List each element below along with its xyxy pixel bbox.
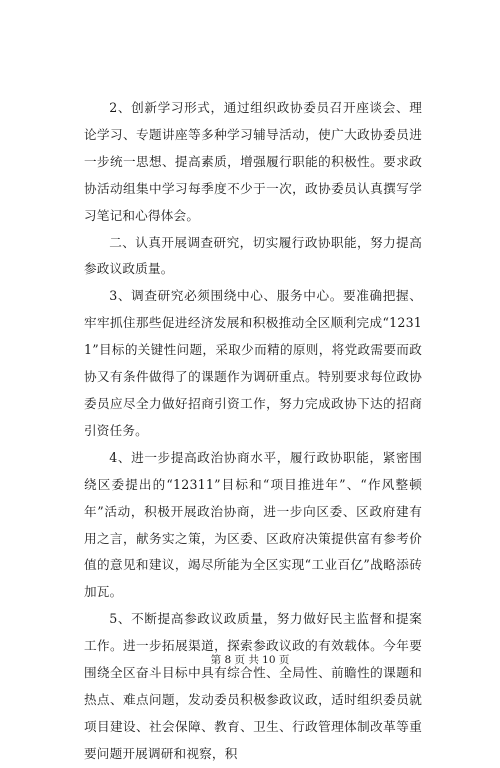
paragraph-participation-quality: 5、不断提高参政议政质量，努力做好民主监督和提案工作。进一步拓展渠道，探索参政议政的有效载体。今年要围绕全区奋斗目标中具有综合性、全局性、前瞻性的课题和热点、难点问题，发动委员积极参政议政，适时组织委员就项目建设、社会保障、教育、卫生、行政管理体制改革等重要问题开展调研和视察，积 [84,611,422,761]
paragraph-learning-form: 2、创新学习形式，通过组织政协委员召开座谈会、理论学习、专题讲座等多种学习辅导活动，使广大政协委员进一步统一思想、提高素质，增强履行职能的积极性。要求政协活动组集中学习每季度不少于一次，政协委员认真撰写学习笔记和心得体会。 [84,100,422,223]
paragraph-research: 3、调查研究必须围绕中心、服务中心。要准确把握、牢牢抓住那些促进经济发展和积极推动全区顺利完成“12311”目标的关键性问题，采取少而精的原则，将党政需要而政协又有条件做得了的课题作为调研重点。特别要求每位政协委员应尽全力做好招商引资工作，努力完成政协下达的招商引资任务。 [84,288,422,438]
paragraph-section-two-heading: 二、认真开展调查研究，切实履行政协职能，努力提高参政议政质量。 [84,234,422,277]
paragraph-political-consultation: 4、进一步提高政治协商水平，履行政协职能，紧密围绕区委提出的“12311”目标和“项目推进年”、“作风整顿年”活动，积极开展政治协商，进一步向区委、区政府建有用之言，献务实之策，为区委、区政府决策提供富有参考价值的意见和建议，竭尽所能为全区实现“工业百亿”战略添砖加瓦。 [84,449,422,600]
page-number-footer: 第 8 页 共 10 页 [210,654,290,666]
